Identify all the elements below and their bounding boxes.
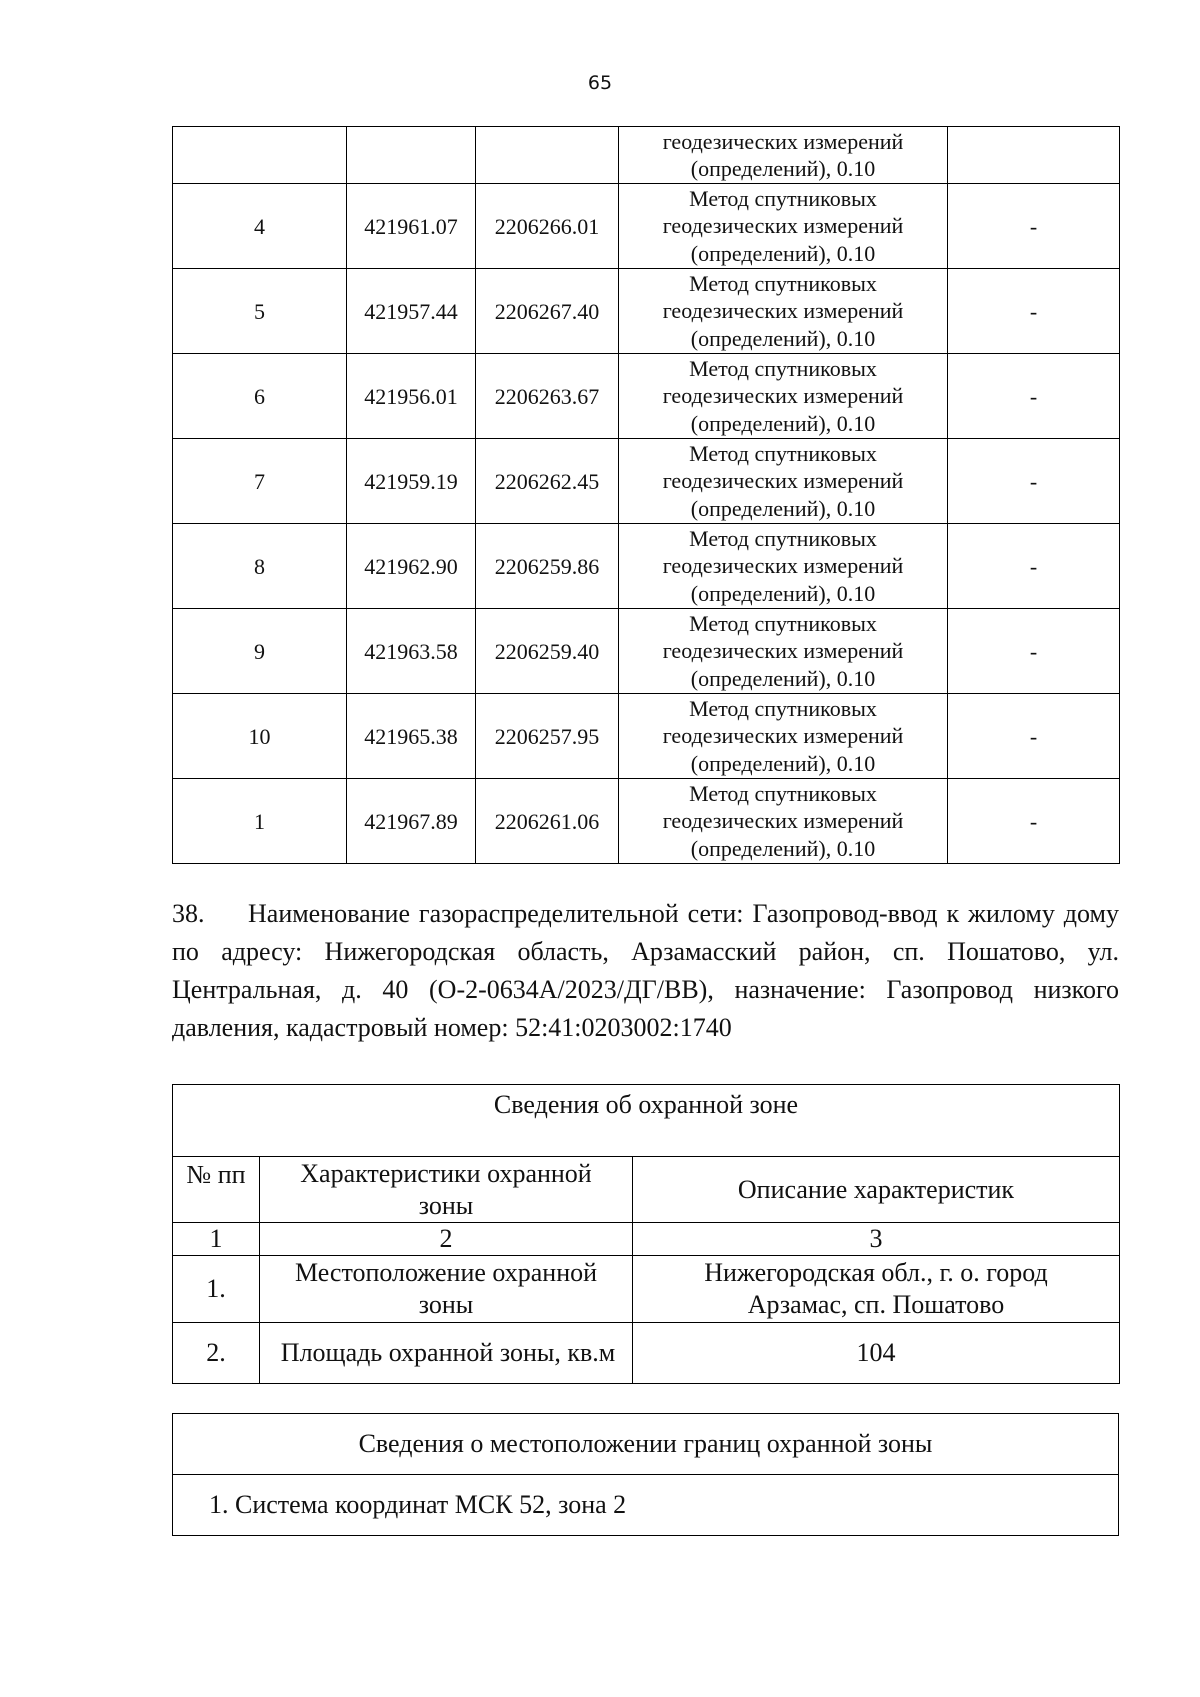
index-cell: 3 [633,1223,1120,1256]
index-cell: 1 [173,1223,260,1256]
header-line: Характеристики охранной [300,1158,592,1188]
coord-y: 2206259.40 [476,609,619,694]
header-line: зоны [418,1190,474,1220]
method-line: (определений), 0.10 [690,580,876,606]
description-cell [633,1256,1120,1323]
index-row [173,1223,1120,1256]
method-line: геодезических измерений [662,298,904,324]
table-row [173,1414,1119,1475]
method-line: геодезических измерений [662,213,904,239]
method-line: Метод спутниковых [689,440,877,466]
coord-x: 421956.01 [347,354,476,439]
description-line: Нижегородская обл., г. о. город [704,1258,1048,1287]
method-cell [619,269,948,354]
boundary-description: - [948,524,1120,609]
coord-x: 421961.07 [347,184,476,269]
table-header-row [173,1157,1120,1223]
coord-x: 421959.19 [347,439,476,524]
method-line: Метод спутниковых [689,780,877,806]
boundary-description: - [948,439,1120,524]
method-cell [619,524,948,609]
method-cell [619,354,948,439]
section-number: 38. [172,899,205,928]
page-number: 65 [587,72,613,94]
method-line: (определений), 0.10 [690,240,876,266]
zone-table-title: Сведения об охранной зоне [173,1085,1120,1157]
table-row [173,524,1120,609]
coord-x: 421967.89 [347,779,476,864]
boundary-description: - [948,694,1120,779]
coord-y: 2206259.86 [476,524,619,609]
characteristic-line: зоны [418,1290,474,1319]
method-line: Метод спутниковых [689,610,877,636]
table-row [173,609,1120,694]
table-cell [948,127,1120,184]
method-line: геодезических измерений [662,383,904,409]
header-num: № пп [173,1157,260,1223]
table-row [173,127,1120,184]
method-line: Метод спутниковых [689,185,877,211]
coord-y: 2206261.06 [476,779,619,864]
point-number: 4 [173,184,347,269]
method-line: (определений), 0.10 [690,750,876,776]
method-line: геодезических измерений [662,468,904,494]
table-row [173,269,1120,354]
coord-x: 421962.90 [347,524,476,609]
coord-y: 2206263.67 [476,354,619,439]
table-row [173,439,1120,524]
characteristic-line: Местоположение охранной [294,1258,598,1287]
point-number: 6 [173,354,347,439]
method-line: Метод спутниковых [689,270,877,296]
method-line: (определений), 0.10 [690,835,876,861]
boundary-description: - [948,779,1120,864]
method-line: геодезических измерений [662,128,904,154]
point-number: 7 [173,439,347,524]
point-number: 5 [173,269,347,354]
table-row [173,1323,1120,1384]
boundary-description: - [948,354,1120,439]
characteristic-cell [260,1256,633,1323]
method-cell [619,184,948,269]
coord-x: 421965.38 [347,694,476,779]
point-number: 10 [173,694,347,779]
coord-x: 421963.58 [347,609,476,694]
coord-y: 2206257.95 [476,694,619,779]
coord-y: 2206262.45 [476,439,619,524]
method-line: (определений), 0.10 [690,156,876,181]
table-cell [476,127,619,184]
method-line: геодезических измерений [662,553,904,579]
method-line: (определений), 0.10 [690,410,876,436]
method-line: геодезических измерений [662,723,904,749]
table-cell [347,127,476,184]
header-characteristics [260,1157,633,1223]
row-number: 1. [173,1256,260,1323]
zone-info-table [172,1084,1120,1384]
table-row [173,1475,1119,1536]
header-description: Описание характеристик [633,1157,1120,1223]
method-cell [619,609,948,694]
row-number: 2. [173,1323,260,1384]
method-cell [619,694,948,779]
boundary-description: - [948,269,1120,354]
coord-y: 2206267.40 [476,269,619,354]
table-row [173,1256,1120,1323]
method-line: (определений), 0.10 [690,665,876,691]
coordinates-table [172,126,1120,864]
table-row [173,779,1120,864]
method-line: Метод спутниковых [689,355,877,381]
method-line: (определений), 0.10 [690,495,876,521]
characteristic-cell: Площадь охранной зоны, кв.м [260,1323,633,1384]
coordinate-system-item: 1. Система координат МСК 52, зона 2 [173,1475,1119,1536]
method-line: Метод спутниковых [689,695,877,721]
point-number: 1 [173,779,347,864]
location-info-table [172,1413,1119,1536]
table-row [173,354,1120,439]
section-text: Наименование газораспределительной сети: Газопровод-ввод к жилому дому по адресу: Нижегородская область, Арзамасский район, сп. Пошатово, ул. Центральная, д. 40 (О-2-0634А/2023/ДГ/ВВ), назначение: Газопровод низкого давления, кадастровый номер: 52:41:0203002:1740 [172,899,1119,1042]
boundary-description: - [948,184,1120,269]
method-line: геодезических измерений [662,638,904,664]
table-row [173,184,1120,269]
coord-y: 2206266.01 [476,184,619,269]
section-paragraph [172,895,1119,1047]
table-row [173,694,1120,779]
location-table-title: Сведения о местоположении границ охранной зоны [173,1414,1119,1475]
point-number: 9 [173,609,347,694]
description-cell: 104 [633,1323,1120,1384]
method-cell [619,779,948,864]
table-row [173,1085,1120,1157]
table-cell [173,127,347,184]
method-cell [619,439,948,524]
method-line: геодезических измерений [662,808,904,834]
point-number: 8 [173,524,347,609]
boundary-description: - [948,609,1120,694]
method-cell [619,127,948,184]
description-line: Арзамас, сп. Пошатово [747,1290,1005,1319]
index-cell: 2 [260,1223,633,1256]
coord-x: 421957.44 [347,269,476,354]
method-line: (определений), 0.10 [690,325,876,351]
method-line: Метод спутниковых [689,525,877,551]
